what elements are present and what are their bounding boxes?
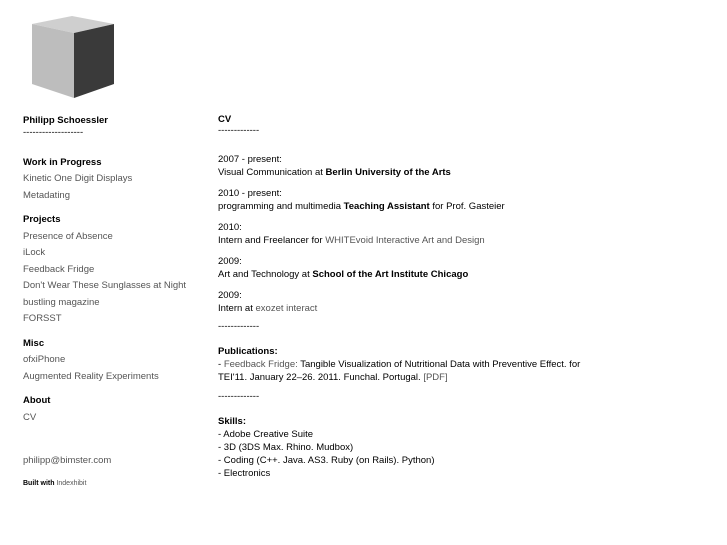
cv-entry-period: 2010 - present: bbox=[218, 188, 282, 199]
cv-entry-desc: Art and Technology at School of the Art Institute Chicago bbox=[218, 269, 469, 280]
cv-rule: ------------- bbox=[218, 321, 260, 332]
feedback-fridge-publication-link[interactable]: Feedback Fridge: bbox=[223, 359, 298, 370]
cv-entry-desc: Intern and Freelancer for WHITEvoid Interactive Art and Design bbox=[218, 235, 485, 246]
nav-link-kinetic-one-digit-displays[interactable]: Kinetic One Digit Displays bbox=[23, 173, 133, 184]
nav-section-title-wip: Work in Progress bbox=[23, 156, 102, 168]
cv-title: CV bbox=[218, 114, 232, 125]
skill-item: - Adobe Creative Suite bbox=[218, 429, 314, 440]
skills-title: Skills: bbox=[218, 416, 246, 427]
nav-link-forsst[interactable]: FORSST bbox=[23, 313, 62, 324]
nav-link-metadating[interactable]: Metadating bbox=[23, 189, 71, 201]
built-with-credit bbox=[23, 476, 213, 493]
skill-item: - 3D (3DS Max. Rhino. Mudbox) bbox=[218, 442, 354, 453]
nav-link-augmented-reality[interactable]: Augmented Reality Experiments bbox=[23, 370, 159, 382]
cv-entry-desc: Visual Communication at Berlin University of the Arts bbox=[218, 167, 451, 178]
nav-link-cv[interactable]: CV bbox=[23, 411, 37, 423]
nav-link-sunglasses[interactable]: Don't Wear These Sunglasses at Night bbox=[23, 280, 187, 291]
nav-link-bustling-magazine[interactable]: bustling magazine bbox=[23, 296, 100, 308]
skill-item: - Electronics bbox=[218, 468, 271, 479]
cv-entry-period: 2009: bbox=[218, 256, 242, 267]
publication-line-1: - Feedback Fridge: Tangible Visualization of Nutritional Data with Preventive Effect. for bbox=[218, 359, 581, 370]
site-owner-name: Philipp Schoessler bbox=[23, 115, 108, 126]
sidebar bbox=[23, 113, 213, 492]
cube-right-face bbox=[74, 24, 114, 98]
cv-content bbox=[218, 113, 718, 480]
nav-link-presence-of-absence[interactable]: Presence of Absence bbox=[23, 230, 113, 242]
publications-title: Publications: bbox=[218, 346, 278, 357]
cv-rule-top: ------------- bbox=[218, 125, 260, 136]
built-with-prefix: Built with bbox=[23, 479, 55, 487]
cv-rule: ------------- bbox=[218, 391, 260, 402]
email-link[interactable]: philipp@bimster.com bbox=[23, 455, 112, 466]
indexhibit-link[interactable]: Indexhibit bbox=[56, 479, 87, 487]
publication-line-2: TEI'11. January 22–26. 2011. Funchal. Portugal. [PDF] bbox=[218, 372, 448, 383]
cv-entry-org: Berlin University of the Arts bbox=[325, 167, 451, 178]
cv-entry-role: Teaching Assistant bbox=[343, 201, 430, 212]
exozet-link[interactable]: exozet interact bbox=[255, 303, 318, 314]
skill-item: - Coding (C++. Java. AS3. Ruby (on Rails). Python) bbox=[218, 455, 435, 466]
nav-link-ilock[interactable]: iLock bbox=[23, 247, 46, 258]
cv-entry-period: 2009: bbox=[218, 290, 242, 301]
cube-left-face bbox=[32, 24, 74, 98]
cube-logo bbox=[28, 12, 118, 100]
pdf-link[interactable]: [PDF] bbox=[423, 372, 448, 383]
nav-link-feedback-fridge[interactable]: Feedback Fridge bbox=[23, 263, 95, 275]
owner-rule: ------------------- bbox=[23, 126, 84, 138]
cv-entry-period: 2007 - present: bbox=[218, 154, 282, 165]
cv-entry bbox=[218, 153, 718, 179]
cv-entry bbox=[218, 187, 718, 213]
nav-section-title-about: About bbox=[23, 395, 51, 406]
cv-entry-desc: Intern at exozet interact bbox=[218, 303, 318, 314]
nav-section-title-misc: Misc bbox=[23, 337, 45, 349]
cv-entry-org: School of the Art Institute Chicago bbox=[312, 269, 469, 280]
cv-entry bbox=[218, 255, 718, 281]
cv-entry-period: 2010: bbox=[218, 222, 242, 233]
cv-entry bbox=[218, 221, 718, 247]
whitevoid-link[interactable]: WHITEvoid Interactive Art and Design bbox=[325, 235, 485, 246]
cv-entry-desc: programming and multimedia Teaching Assistant for Prof. Gasteier bbox=[218, 201, 505, 212]
nav-section-title-projects: Projects bbox=[23, 214, 61, 225]
nav-link-ofxiphone[interactable]: ofxiPhone bbox=[23, 354, 66, 365]
cv-entry bbox=[218, 289, 718, 315]
